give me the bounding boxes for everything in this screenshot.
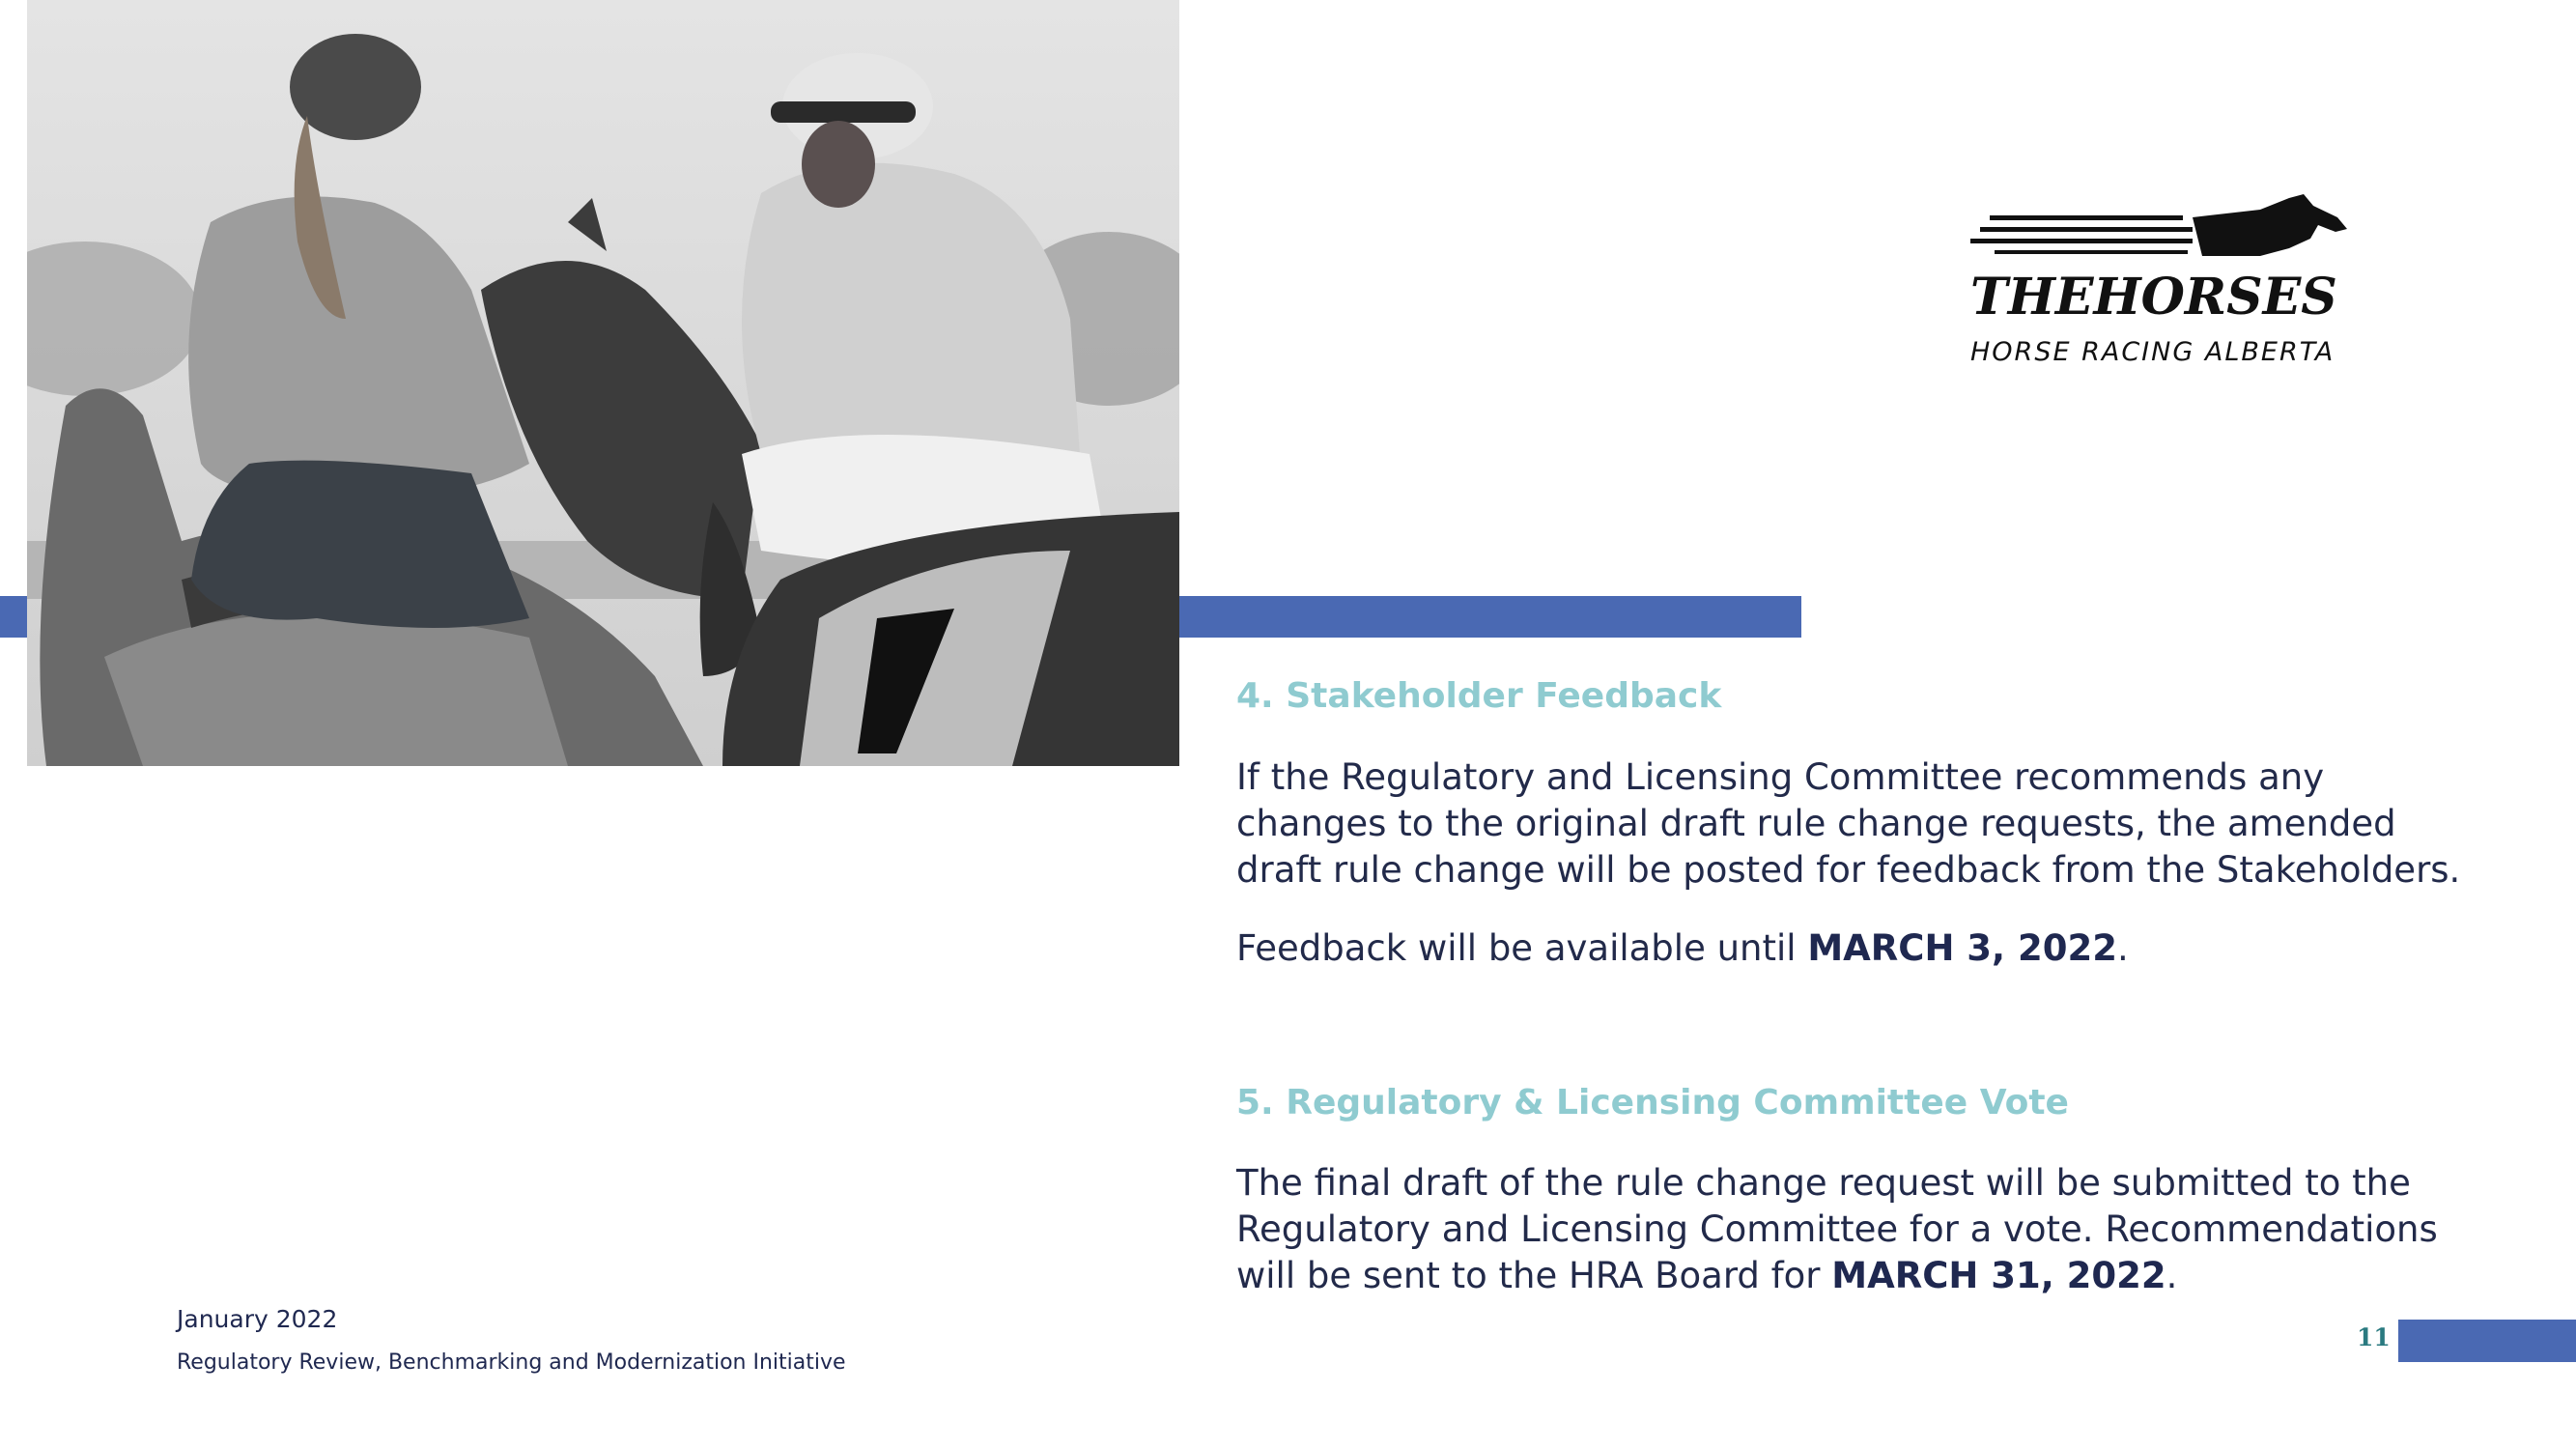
section-4-heading: 4. Stakeholder Feedback (1236, 676, 1722, 716)
accent-bar-footer (2398, 1320, 2576, 1362)
logo-tagline: HORSE RACING ALBERTA (1970, 337, 2335, 367)
section-5-paragraph: The final draft of the rule change request will be submitted to the Regulatory and Licensing Committee for a vote. Recommendations will be sent to the HRA Board for MARCH 31, 2022. (1236, 1162, 2438, 1296)
footer-title: Regulatory Review, Benchmarking and Modernization Initiative (177, 1350, 846, 1375)
the-horses-logo (1970, 188, 2386, 382)
footer-date: January 2022 (177, 1305, 338, 1333)
logo-wordmark: THEHORSES (1970, 268, 2337, 327)
deadline-date: MARCH 3, 2022 (1807, 927, 2117, 969)
section-4-deadline: Feedback will be available until MARCH 3, 2022. (1236, 927, 2129, 969)
section-5-heading: 5. Regulatory & Licensing Committee Vote (1236, 1083, 2069, 1122)
vote-date: MARCH 31, 2022 (1831, 1255, 2166, 1296)
page-number: 11 (2357, 1323, 2391, 1351)
section-4-paragraph: If the Regulatory and Licensing Committee recommends any changes to the original draft rule change requests, the amended draft rule change will be posted for feedback from the Stakeholders. (1236, 756, 2461, 891)
horse-riders-photo (27, 0, 1179, 766)
